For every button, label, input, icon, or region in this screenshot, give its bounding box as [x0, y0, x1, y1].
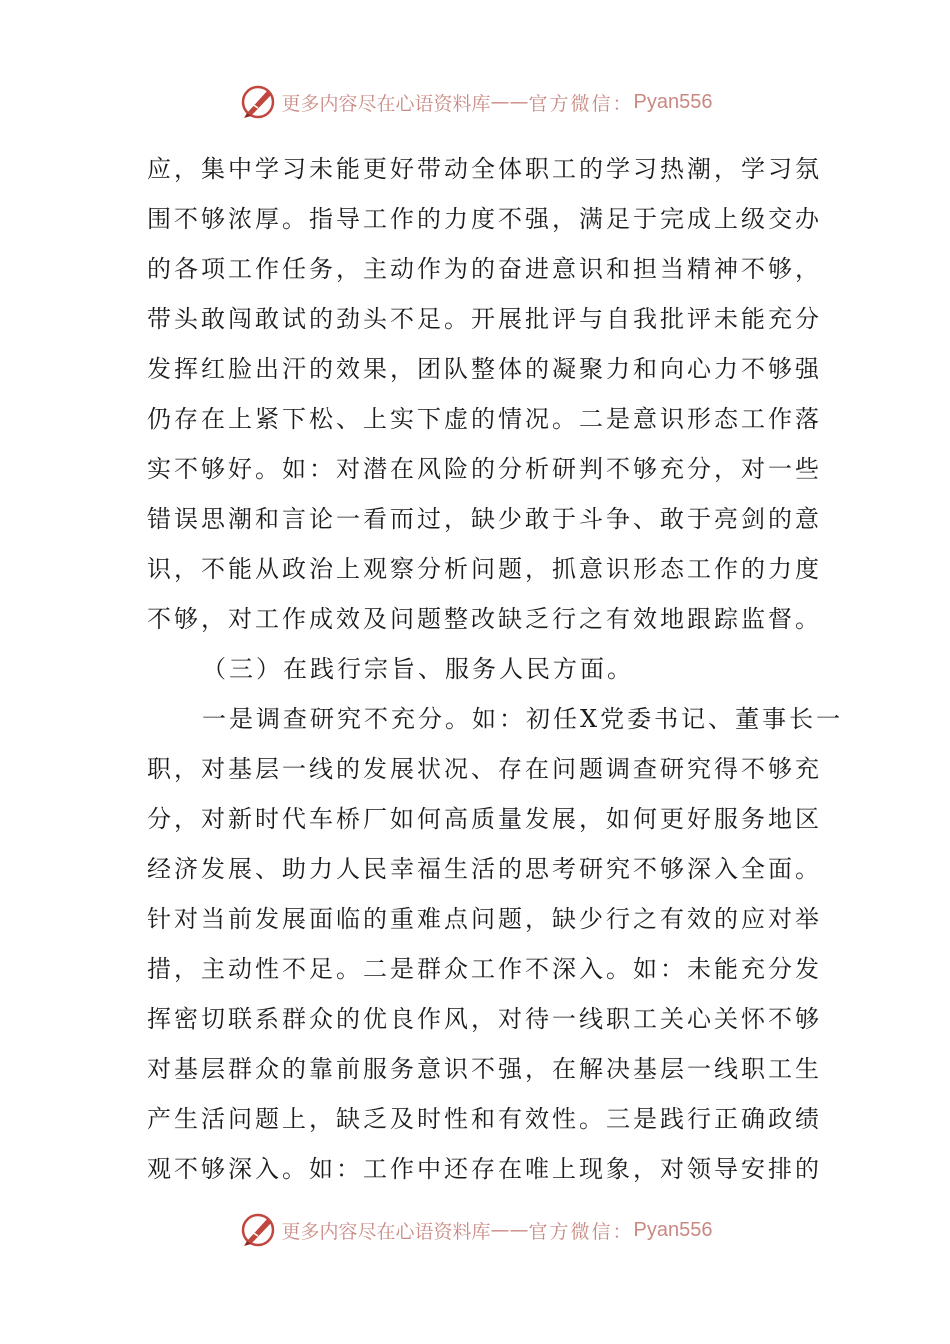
- footer-banner-dash-2: —: [509, 1219, 529, 1241]
- body-line: 针对当前发展面临的重难点问题，缺少行之有效的应对举: [147, 905, 822, 933]
- body-line: 实不够好。如：对潜在风险的分析研判不够充分，对一些: [147, 455, 822, 483]
- body-line: 经济发展、助力人民幸福生活的思考研究不够深入全面。: [147, 855, 822, 883]
- header-banner-dash-2: —: [509, 91, 529, 113]
- body-line: 错误思潮和言论一看而过，缺少敢于斗争、敢于亮剑的意: [147, 505, 822, 533]
- body-line: 的各项工作任务，主动作为的奋进意识和担当精神不够，: [147, 255, 822, 283]
- body-line: 发挥红脸出汗的效果，团队整体的凝聚力和向心力不够强: [147, 355, 822, 383]
- header-banner: [0, 80, 950, 124]
- footer-wechat-id: Pyan556: [633, 1218, 713, 1241]
- body-line: 应，集中学习未能更好带动全体职工的学习热潮，学习氛: [147, 155, 822, 183]
- footer-wechat-label: 官方微信：: [528, 1220, 634, 1243]
- body-line: 带头敢闯敢试的劲头不足。开展批评与自我批评未能充分: [147, 305, 822, 333]
- body-line: 围不够浓厚。指导工作的力度不强，满足于完成上级交办: [147, 205, 822, 233]
- body-line: 对基层群众的靠前服务意识不强，在解决基层一线职工生: [147, 1055, 822, 1083]
- header-banner-text: 更多内容尽在心语资料库: [281, 92, 491, 115]
- body-line: 观不够深入。如：工作中还存在唯上现象，对领导安排的: [147, 1155, 822, 1183]
- body-line: 仍存在上紧下松、上实下虚的情况。二是意识形态工作落: [147, 405, 822, 433]
- body-line: 职，对基层一线的发展状况、存在问题调查研究得不够充: [147, 755, 822, 783]
- body-line: 识，不能从政治上观察分析问题，抓意识形态工作的力度: [147, 555, 822, 583]
- header-banner-dash: —: [490, 91, 510, 113]
- body-line: 产生活问题上，缺乏及时性和有效性。三是践行正确政绩: [147, 1105, 822, 1133]
- header-wechat-id: Pyan556: [633, 90, 713, 113]
- pen-logo-icon: [238, 1210, 278, 1250]
- footer-banner-text: 更多内容尽在心语资料库: [281, 1220, 491, 1243]
- footer-banner-dash: —: [490, 1219, 510, 1241]
- pen-logo-icon: [238, 82, 278, 122]
- section-heading: （三）在践行宗旨、服务人民方面。: [202, 655, 634, 683]
- footer-banner: [0, 1208, 950, 1252]
- document-body: [147, 144, 844, 1194]
- header-wechat-label: 官方微信：: [528, 92, 634, 115]
- body-line: 分，对新时代车桥厂如何高质量发展，如何更好服务地区: [147, 805, 822, 833]
- body-line: 措，主动性不足。二是群众工作不深入。如：未能充分发: [147, 955, 822, 983]
- body-line: 挥密切联系群众的优良作风，对待一线职工关心关怀不够: [147, 1005, 822, 1033]
- body-line: 不够，对工作成效及问题整改缺乏行之有效地跟踪监督。: [147, 605, 822, 633]
- body-line: 一是调查研究不充分。如：初任X党委书记、董事长一: [202, 705, 844, 733]
